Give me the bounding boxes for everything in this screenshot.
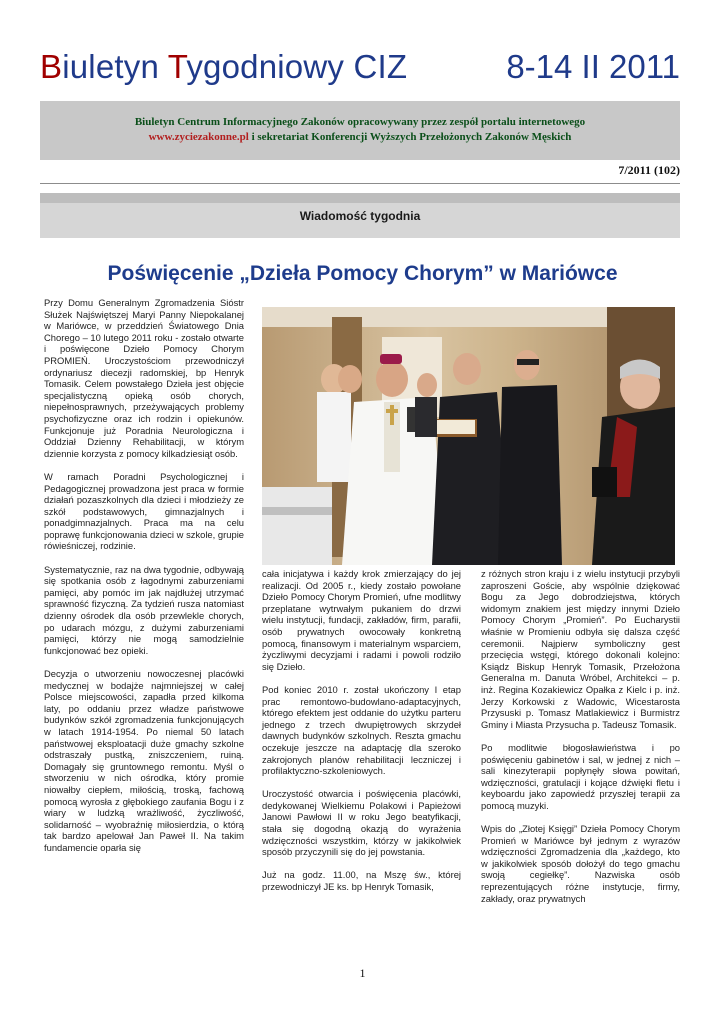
paragraph: Wpis do „Złotej Księgi” Dzieła Pomocy Chorym Promień w Mariówce był jednym z wyrazów wdzięczności Zgromadzenia dla „każdego, kto w jakikolwiek sposób dołożył do tego gmachu swoją cegiełkę”. Nazwiska osób reprezentujących różne instytucje, firmy, zakłady, oraz prywatnych [481,823,680,904]
paragraph: Pod koniec 2010 r. został ukończony I etap prac remontowo-budowlano-adaptacyjnych, którego efektem jest oddanie do użytku parteru jednego z trzech dwupiętrowych skrzydeł dawnych budynków szkolnych. Reszta gmachu oczekuje jeszcze na adaptację dla szeroko zakrojonych planów rehabilitacji leczniczej i profilaktyczno-szkoleniowych. [262,683,461,777]
paragraph: Uroczystość otwarcia i poświęcenia placówki, dedykowanej Wielkiemu Polakowi i Papieżowi Janowi Pawłowi II w roku Jego beatyfikacji, stała się dogodną okazją do wyrażenia wdzięczności wszystkim, którzy w jakikolwiek sposób przyczynili się do jej powstania. [262,788,461,858]
article-column-3 [481,568,680,916]
paragraph: z różnych stron kraju i z wielu instytucji przybyli zaproszeni Goście, aby wspólnie dziękować Bogu za Jego dobrodziejstwa, których widomym znakiem jest między innymi Dzieło Pomocy Chorym „Promień”. Po Eucharystii właśnie w Promieniu odbyła się dalsza część ceremonii. Najpierw symboliczny gest przecięcia wstęgi, którego dokonali kolejno: Ksiądz Biskup Henryk Tomasik, Przełożona Generalna m. Danuta Wróbel, Architekci – p. inż. Regina Kozakiewicz Opałka z Kielc i p. inż. Jerzy Korkowski z Wadowic, Wicestarosta Przysuski p. Tomasz Matlakiewicz i Burmistrz Gminy i Miasta Przysucha p. Tadeusz Tomasik. [481,568,680,730]
publisher-text [40,115,680,145]
publisher-line-2-text: i sekretariat Konferencji Wyższych Przełożonych Zakonów Męskich [248,131,572,143]
portal-link[interactable]: www.zyciezakonne.pl [148,131,249,143]
page-number: 1 [359,966,366,980]
publisher-line-1: Biuletyn Centrum Informacyjnego Zakonów opracowywany przez zespół portalu internetowego [134,116,586,128]
paragraph: Systematycznie, raz na dwa tygodnie, odbywają się spotkania osób z łagodnymi zaburzeniami pamięci, aby pomóc im jak najdłużej utrzymać sprawność fizyczną. Za tydzień rusza natomiast dzienny ośrodek dla osób przewlekle chorych, po udarach mózgu, z dużymi zaburzeniami pamięci, którzy nie mogą samodzielnie funkcjonować bez opieki. [44,563,244,656]
title-part-1: iuletyn [62,48,168,85]
paragraph: Po modlitwie błogosławieństwa i po poświęceniu gabinetów i sal, w jednej z nich – sali kinezyterapii popłynęły słowa powitań, wdzięczności, gratulacji i kojące dźwięki fletu i keyboardu jako zapowiedź przyszłej terapii za pomocą muzyki. [481,741,680,811]
issue-number: 7/2011 (102) [618,163,680,177]
title-initial-t: T [167,48,187,85]
title-part-2: ygodniowy CIZ [186,48,408,85]
masthead [40,48,680,90]
article-column-1 [44,297,244,865]
divider [40,183,680,184]
publisher-banner [40,101,680,160]
section-header [40,193,680,238]
bulletin-title [40,48,407,86]
article-photo [262,307,675,565]
paragraph: cała inicjatywa i każdy krok zmierzający do jej realizacji. Od 2005 r., kiedy zostało powołane Dzieło Pomocy Chorym Promień, ufne modlitwy przeplatane wytrwałym pukaniem do drzwi wielu instytucji, fundacji, zakładów, firm, parafii, osób prywatnych owocowały konkretną pomocą, finansowym i materialnym wsparciem, życzliwymi decyzjami i radami i powoli rodziło się Dzieło. [262,568,461,672]
paragraph: W ramach Poradni Psychologicznej i Pedagogicznej prowadzona jest praca w formie działań pozaszkolnych dla dzieci i młodzieży ze szkół podstawowych, gimnazjalnych i ponadgimnazjalnych. Praca ma na celu poprawę funkcjonowania dzieci w szkole, grupie rówieśniczej, rodzinie. [44,470,244,552]
publisher-line-2 [40,130,680,145]
paragraph: Już na godz. 11.00, na Mszę św., której przewodniczył JE ks. bp Henryk Tomasik, [262,869,461,893]
paragraph: Przy Domu Generalnym Zgromadzenia Sióstr Służek Najświętszej Maryi Panny Niepokalanej w Mariówce, w przeddzień Światowego Dnia Chorego – 10 lutego 2011 roku - zostało otwarte i poświęcone Dzieło Pomocy Chorym PROMIEŃ. Uroczystościom przewodniczył ordynariusz diecezji radomskiej, bp Henryk Tomasik. Celem powstałego Dzieła jest objęcie specjalistyczną opieką osób chorych, niepełnosprawnych, przeżywających problemy psychofizyczne oraz ich rodzin i opiekunów. Funkcjonuje już Poradnia Neurologiczna i Oddział Dzienny Rehabilitacji, w którym dziennie korzysta z pomocy kilkadziesiąt osób. [44,297,244,459]
article-column-2 [262,568,461,904]
section-label: Wiadomość tygodnia [299,209,421,223]
title-initial-b: B [40,48,63,85]
section-strip [40,193,680,203]
paragraph: Decyzja o utworzeniu nowoczesnej placówki medycznej w bodajże najmniejszej w całej Polsce miejscowości, zapadła przed kilkoma laty, po oddaniu przez władze państwowe budynków szkół zgromadzenia funkcjonujących w latach 1914-1954. Po niemal 50 latach państwowej eksploatacji duże gmachy szkolne odstraszały pustką, zniszczeniem, ruiną. Domagały się gruntownego remontu. Myśl o stworzeniu w nich ośrodka, który promie niowałby ciepłem, miłością, troską, fachową pomocą wyrosła z głębokiego zaufania Bogu i z wiary w ludzką wrażliwość, życzliwość, solidarność – wyobraźnię miłosierdzia, o którą tak bardzo apelował Jan Paweł II. Na takim fundamencie oparła się [44,668,244,853]
issue-dates: 8-14 II 2011 [506,48,680,85]
article-headline: Poświęcenie „Dzieła Pomocy Chorym” w Mariówce [107,262,618,285]
bishop-blessing-corridor-photo [262,307,675,565]
